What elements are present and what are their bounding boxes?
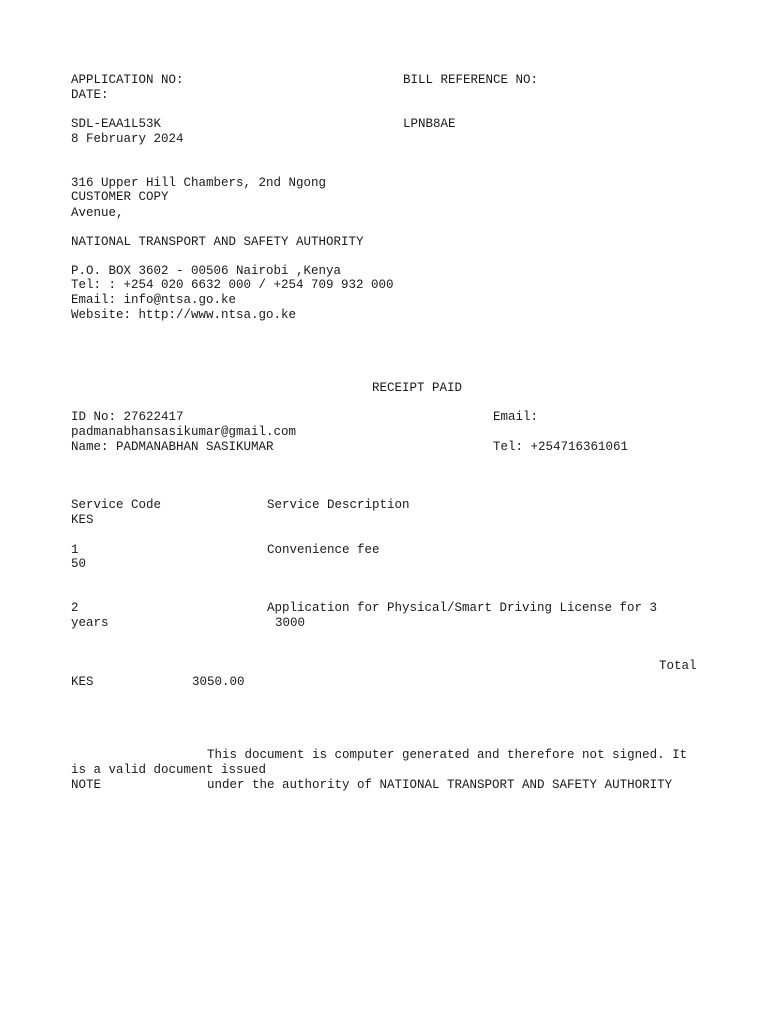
customer-copy-label: CUSTOMER COPY: [71, 190, 169, 204]
customer-id: ID No: 27622417: [71, 410, 184, 424]
customer-email: padmanabhansasikumar@gmail.com: [71, 425, 297, 439]
service-row-1-code: 1: [71, 543, 79, 557]
receipt-title: RECEIPT PAID: [372, 381, 463, 395]
organization-name: NATIONAL TRANSPORT AND SAFETY AUTHORITY: [71, 235, 364, 249]
organization-email: Email: info@ntsa.go.ke: [71, 293, 237, 307]
date-value: 8 February 2024: [71, 132, 184, 146]
note-text-line-3: under the authority of NATIONAL TRANSPORT AND SAFETY AUTHORITY: [207, 778, 673, 792]
service-code-header: Service Code: [71, 498, 162, 512]
organization-tel: Tel: : +254 020 6632 000 / +254 709 932 000: [71, 278, 394, 292]
service-row-1-description: Convenience fee: [267, 543, 380, 557]
address-line-2: Avenue,: [71, 206, 124, 220]
application-no-value: SDL-EAA1L53K: [71, 117, 162, 131]
po-box: P.O. BOX 3602 - 00506 Nairobi ,Kenya: [71, 264, 342, 278]
service-row-2-amount: 3000: [275, 616, 306, 630]
service-row-2-code: 2: [71, 601, 79, 615]
bill-reference-value: LPNB8AE: [403, 117, 456, 131]
note-text-line-1: This document is computer generated and therefore not signed. It: [207, 748, 688, 762]
total-label: Total: [659, 659, 697, 673]
customer-name: Name: PADMANABHAN SASIKUMAR: [71, 440, 274, 454]
customer-tel: Tel: +254716361061: [493, 440, 629, 454]
service-row-2-description: Application for Physical/Smart Driving License for 3: [267, 601, 658, 615]
bill-reference-label: BILL REFERENCE NO:: [403, 73, 539, 87]
service-row-1-amount: 50: [71, 557, 87, 571]
service-currency-header: KES: [71, 513, 94, 527]
service-row-2-description-wrap: years: [71, 616, 109, 630]
organization-website: Website: http://www.ntsa.go.ke: [71, 308, 297, 322]
address-line-1: 316 Upper Hill Chambers, 2nd Ngong: [71, 176, 327, 190]
application-no-label: APPLICATION NO:: [71, 73, 184, 87]
date-label: DATE:: [71, 88, 109, 102]
total-currency: KES: [71, 675, 94, 689]
note-text-line-2: is a valid document issued: [71, 763, 267, 777]
total-amount: 3050.00: [192, 675, 245, 689]
note-label: NOTE: [71, 778, 102, 792]
customer-email-label: Email:: [493, 410, 539, 424]
service-description-header: Service Description: [267, 498, 410, 512]
